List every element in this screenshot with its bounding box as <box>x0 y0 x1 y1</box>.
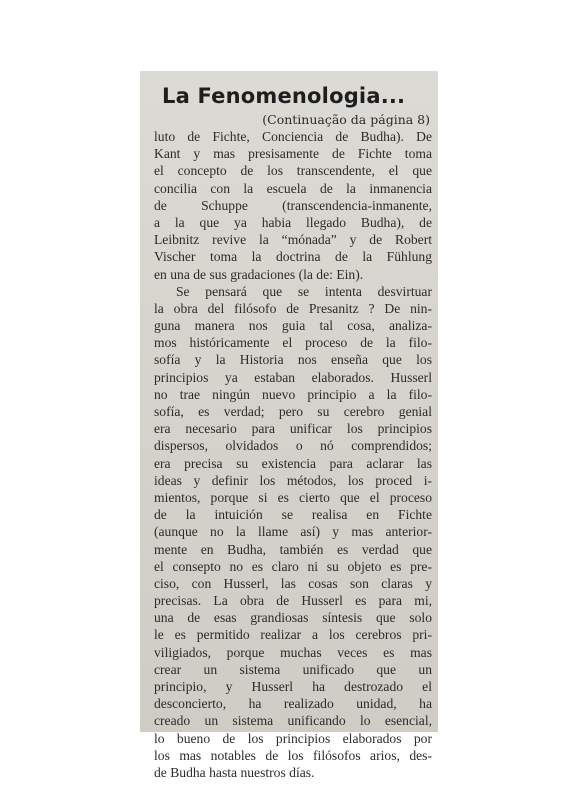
text-line: desconcierto, ha realizado unidad, ha <box>154 696 432 712</box>
text-line: ciso, con Husserl, las cosas son claras y <box>154 575 432 591</box>
text-line: le es permitido realizar a los cerebros pri- <box>154 627 432 643</box>
text-line: mente en Budha, también es verdad que <box>154 541 432 557</box>
text-line: Se pensará que se intenta desvirtuar <box>176 283 432 299</box>
text-line: precisas. La obra de Husserl es para mi, <box>154 593 432 609</box>
text-line: era necesario para unificar los principios <box>154 421 432 437</box>
text-line: el consepto no es claro ni su objeto es pre- <box>154 558 432 574</box>
text-line: creado un sistema unificando lo esencial, <box>154 713 432 729</box>
text-line: de Schuppe (transcendencia-inmanente, <box>154 197 432 213</box>
text-line: mientos, porque si es cierto que el proceso <box>154 489 432 505</box>
newspaper-clipping <box>140 71 438 780</box>
text-line: los mas notables de los filósofos arios, des- <box>154 747 432 763</box>
text-line: viligiados, porque muchas veces es mas <box>154 644 432 660</box>
text-line: Kant y mas presisamente de Fichte toma <box>154 146 432 162</box>
text-line: guna manera nos guia tal cosa, analiza- <box>154 318 432 334</box>
text-line: sofía y la Historia nos enseña que los <box>154 352 432 368</box>
text-line: lo bueno de los principios elaborados por <box>154 730 432 746</box>
article-headline: La Fenomenologia... <box>162 84 406 108</box>
text-line: de la intuición se realisa en Fichte <box>154 507 432 523</box>
text-line: Vischer toma la doctrina de la Fühlung <box>154 249 432 265</box>
text-line: el concepto de los transcendente, el que <box>154 163 432 179</box>
text-line: de Budha hasta nuestros días. <box>154 764 315 780</box>
text-line: (aunque no la llame así) y mas anterior- <box>154 524 432 540</box>
text-line: luto de Fichte, Conciencia de Budha). De <box>154 129 432 144</box>
text-line: dispersos, olvidados o nó comprendidos; <box>154 438 432 454</box>
text-line: ideas y definir los métodos, los proced i- <box>154 472 432 488</box>
text-line: una de esas grandiosas síntesis que solo <box>154 610 432 626</box>
continuation-note: (Continuação da página 8) <box>262 112 430 127</box>
text-line: crear un sistema unificado que un <box>154 661 432 677</box>
text-line: la obra del filósofo de Presanitz ? De nin- <box>154 300 432 316</box>
text-line: a la que ya habia llegado Budha), de <box>154 214 432 230</box>
article-body <box>154 128 432 781</box>
text-line: principios ya estaban elaborados. Husserl <box>154 369 432 385</box>
text-line: en una de sus gradaciones (la de: Ein). <box>154 266 364 282</box>
text-line: principio, y Husserl ha destrozado el <box>154 679 432 694</box>
text-line: no trae ningún nuevo principio a la filo- <box>154 386 432 402</box>
text-line: sofía, es verdad; pero su cerebro genial <box>154 404 432 419</box>
text-line: concilia con la escuela de la inmanencia <box>154 180 432 196</box>
text-line: mos históricamente el proceso de la filo- <box>154 335 432 351</box>
text-line: Leibnitz revive la “mónada” y de Robert <box>154 232 432 248</box>
text-line: era precisa su existencia para aclarar las <box>154 455 432 471</box>
